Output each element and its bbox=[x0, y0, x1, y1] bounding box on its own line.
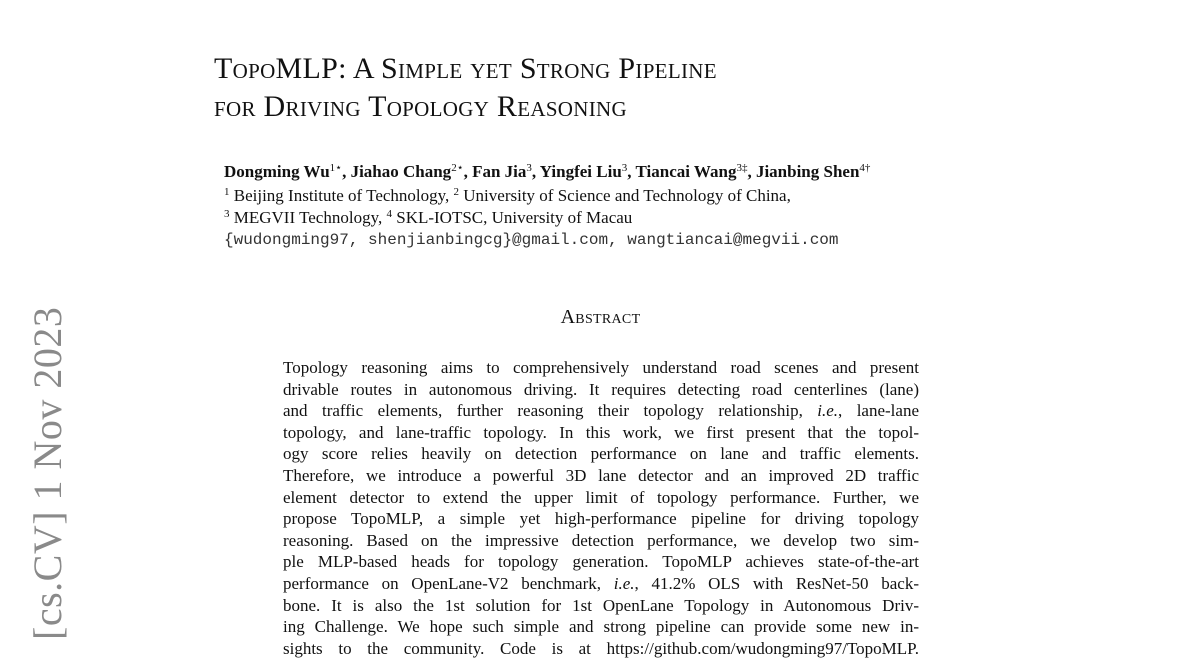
arxiv-identifier-stamp: [cs.CV] 1 Nov 2023 bbox=[25, 306, 70, 640]
abstract-line: drivable routes in autonomous driving. It requires detecting road centerlines (lane) bbox=[283, 379, 919, 399]
paper-title-line-1: TopoMLP: A Simple yet Strong Pipeline bbox=[214, 52, 717, 85]
affiliation-line-2 bbox=[224, 207, 632, 229]
author-name: Fan Jia bbox=[472, 162, 527, 181]
author-name: Dongming Wu bbox=[224, 162, 330, 181]
affiliation-text: MEGVII Technology, bbox=[229, 208, 387, 227]
paper-title-line-2: for Driving Topology Reasoning bbox=[214, 90, 627, 123]
author-mark: 3‡ bbox=[736, 162, 748, 174]
affiliation-mark: 3 bbox=[224, 208, 230, 220]
author-mark: 1⋆ bbox=[329, 162, 343, 174]
abstract-line: propose TopoMLP, a simple yet high-performance pipeline for driving topology bbox=[283, 509, 919, 529]
abstract-heading: Abstract bbox=[560, 306, 641, 328]
affiliation-mark: 1 bbox=[224, 186, 230, 198]
affiliation-mark: 4 bbox=[386, 208, 392, 220]
abstract-line bbox=[283, 400, 919, 422]
author-name: Yingfei Liu bbox=[539, 162, 622, 181]
author-mark: 3 bbox=[621, 162, 628, 174]
abstract-italic-text: i.e. bbox=[817, 401, 839, 421]
author-name: Tiancai Wang bbox=[635, 162, 737, 181]
abstract-line: ple MLP-based heads for topology generation. TopoMLP achieves state-of-the-art bbox=[283, 552, 919, 572]
paper-title bbox=[214, 50, 717, 126]
affiliation-text: University of Science and Technology of China, bbox=[459, 186, 791, 205]
abstract-line: Therefore, we introduce a powerful 3D lane detector and an improved 2D traffic bbox=[283, 465, 919, 485]
abstract-text: , 41.2% OLS with ResNet-50 back- bbox=[634, 573, 919, 593]
author-mark: 2⋆ bbox=[451, 162, 464, 174]
abstract-line: element detector to extend the upper limit of topology performance. Further, we bbox=[283, 487, 919, 507]
abstract-text: and traffic elements, further reasoning their topology relationship, bbox=[283, 401, 818, 421]
affiliation-mark: 2 bbox=[453, 186, 460, 198]
abstract-line: reasoning. Based on the impressive detection performance, we develop two sim- bbox=[283, 530, 919, 550]
affiliation-text: Beijing Institute of Technology, bbox=[229, 186, 454, 205]
abstract-line: sights to the community. Code is at https://github.com/wudongming97/TopoMLP. bbox=[283, 638, 919, 658]
abstract-line: Topology reasoning aims to comprehensively understand road scenes and present bbox=[283, 358, 919, 377]
affiliation-line-1 bbox=[224, 185, 791, 207]
abstract-line bbox=[283, 573, 919, 595]
abstract-line: bone. It is also the 1st solution for 1st OpenLane Topology in Autonomous Driv- bbox=[283, 595, 919, 615]
abstract-line: ogy score relies heavily on detection performance on lane and traffic elements. bbox=[283, 444, 919, 464]
abstract-line: ing Challenge. We hope such simple and strong pipeline can provide some new in- bbox=[283, 617, 919, 637]
abstract-italic-text: i.e. bbox=[613, 573, 635, 593]
abstract-body bbox=[283, 357, 919, 659]
affiliation-text: SKL-IOTSC, University of Macau bbox=[391, 208, 633, 227]
author-name: Jiahao Chang bbox=[350, 162, 452, 181]
abstract-text: performance on OpenLane-V2 benchmark, bbox=[283, 573, 614, 593]
author-name: Jianbing Shen bbox=[755, 162, 860, 181]
author-mark: 4† bbox=[859, 162, 871, 174]
contact-emails: {wudongming97, shenjianbingcg}@gmail.com, wangtiancai@megvii.com bbox=[224, 231, 839, 249]
abstract-text: , lane-lane bbox=[838, 401, 919, 421]
abstract-line: topology, and lane-traffic topology. In this work, we first present that the topol- bbox=[283, 422, 919, 442]
author-list: Dongming $Wu^{1⋆}$, Jiahao Chang$^{2⋆}$, Fan Jia$^3$, Yingfei Liu$^3$, Tiancai Wang$^{3\ddagger}$, Jianbing Shen$^{4\dagger}$ bbox=[224, 162, 871, 181]
author-mark: 3 bbox=[526, 162, 532, 174]
